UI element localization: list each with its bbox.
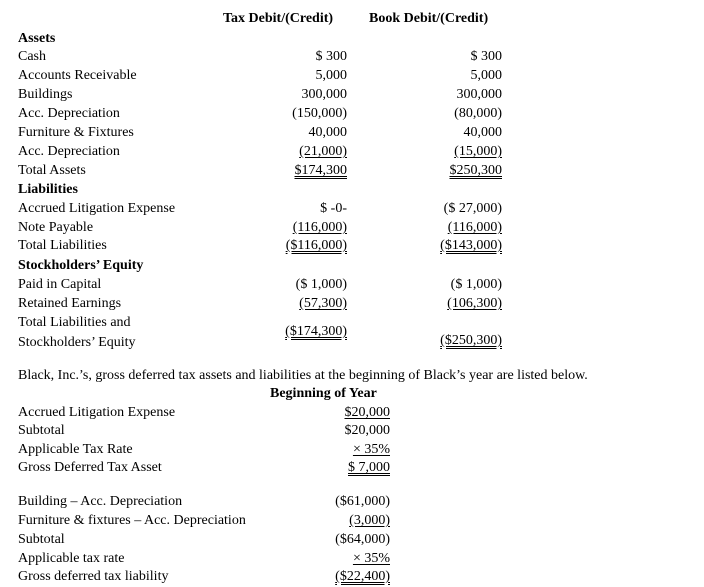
tax-value: 40,000 (308, 125, 347, 140)
row-label: Total Assets (18, 163, 86, 178)
row-label: Building – Acc. Depreciation (18, 494, 183, 509)
book-value: ($ 27,000) (443, 201, 502, 216)
book-value: (116,000) (447, 220, 502, 235)
beginning-of-year-header: Beginning of Year (270, 386, 377, 401)
row-label: Accrued Litigation Expense (18, 405, 176, 420)
tax-value: ($174,300) (285, 324, 347, 339)
tax-value: $174,300 (294, 163, 347, 178)
tax-value: 300,000 (301, 87, 347, 102)
row-label: Furniture & Fixtures (18, 125, 134, 140)
book-value: 300,000 (456, 87, 502, 102)
row-value: $20,000 (344, 405, 390, 420)
section-stockholders-equity: Stockholders’ Equity (18, 258, 144, 273)
row-label: Applicable Tax Rate (18, 442, 133, 457)
book-value: (80,000) (454, 106, 502, 121)
tax-value: (116,000) (292, 220, 347, 235)
tax-value: $ 300 (315, 49, 347, 64)
row-label: Accounts Receivable (18, 68, 137, 83)
section-assets: Assets (18, 31, 56, 46)
book-value: $ 300 (470, 49, 502, 64)
intro-sentence: Black, Inc.’s, gross deferred tax assets and liabilities at the beginning of Black’s year are listed below. (18, 368, 588, 383)
row-label: Subtotal (18, 532, 65, 547)
tax-value: 5,000 (315, 68, 347, 83)
row-label: Gross deferred tax liability (18, 569, 169, 584)
row-label: Furniture & fixtures – Acc. Depreciation (18, 513, 246, 528)
row-label: Subtotal (18, 423, 65, 438)
row-label: Stockholders’ Equity (18, 335, 136, 350)
row-value: $20,000 (344, 423, 390, 438)
row-label: Accrued Litigation Expense (18, 201, 176, 216)
tax-column-header: Tax Debit/(Credit) (223, 11, 334, 26)
book-column-header: Book Debit/(Credit) (369, 11, 489, 26)
row-label: Retained Earnings (18, 296, 122, 311)
tax-value: $ -0- (320, 201, 347, 216)
row-label: Total Liabilities (18, 238, 107, 253)
book-value: $250,300 (449, 163, 502, 178)
row-value: × 35% (352, 551, 390, 566)
row-label: Note Payable (18, 220, 94, 235)
row-value: $ 7,000 (348, 460, 390, 475)
book-value: (106,300) (447, 296, 502, 311)
row-value: ($61,000) (335, 494, 390, 509)
tax-value: (57,300) (299, 296, 347, 311)
row-value: × 35% (352, 442, 390, 457)
book-value: 5,000 (470, 68, 502, 83)
row-value: ($64,000) (335, 532, 390, 547)
tax-value: (21,000) (299, 144, 347, 159)
row-label: Gross Deferred Tax Asset (18, 460, 162, 475)
row-label: Acc. Depreciation (18, 106, 120, 121)
row-label: Cash (18, 49, 46, 64)
row-value: ($22,400) (335, 569, 390, 584)
row-label: Paid in Capital (18, 277, 102, 292)
row-label: Total Liabilities and (18, 315, 131, 330)
book-value: (15,000) (454, 144, 502, 159)
section-liabilities: Liabilities (18, 182, 78, 197)
row-label: Applicable tax rate (18, 551, 125, 566)
row-label: Buildings (18, 87, 73, 102)
book-value: ($250,300) (440, 333, 502, 348)
tax-value: ($116,000) (285, 238, 347, 253)
tax-value: ($ 1,000) (295, 277, 347, 292)
book-value: ($143,000) (440, 238, 502, 253)
row-label: Acc. Depreciation (18, 144, 120, 159)
tax-value: (150,000) (292, 106, 347, 121)
row-value: (3,000) (349, 513, 390, 528)
book-value: 40,000 (463, 125, 502, 140)
book-value: ($ 1,000) (450, 277, 502, 292)
